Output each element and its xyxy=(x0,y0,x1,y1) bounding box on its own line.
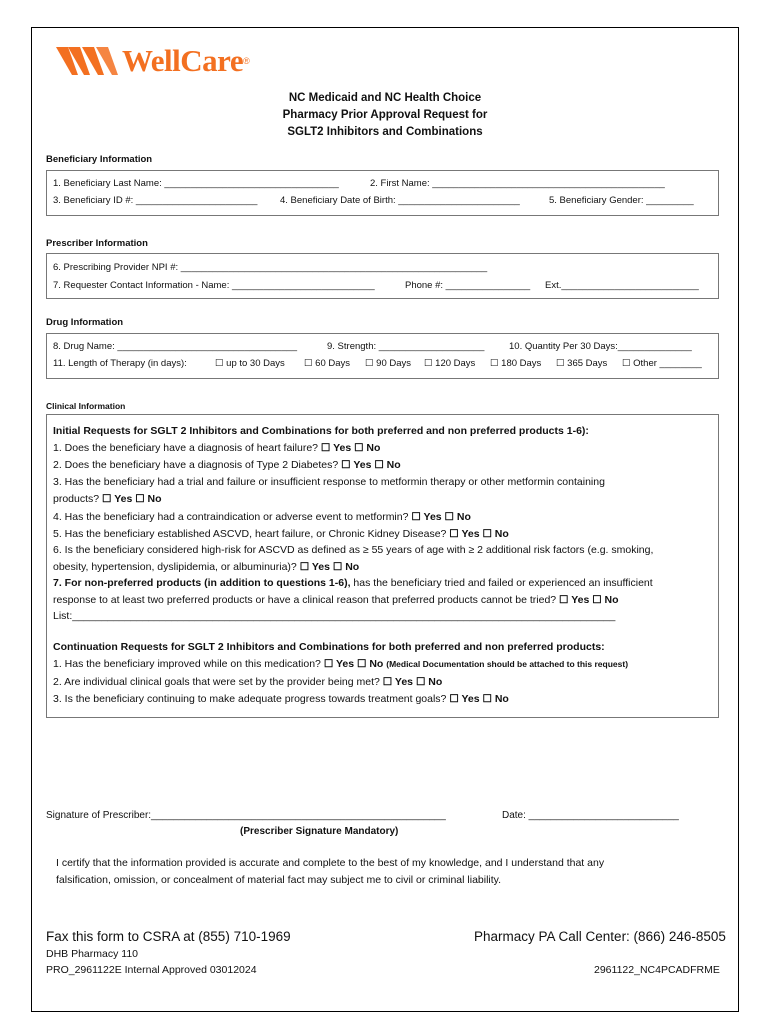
therapy-option-120[interactable]: ☐ 120 Days xyxy=(424,358,476,369)
therapy-option-180[interactable]: ☐ 180 Days xyxy=(490,358,542,369)
wellcare-logo xyxy=(54,41,250,81)
q6-yes-checkbox[interactable]: ☐ Yes xyxy=(299,561,330,573)
clinical-section-label: Clinical Information xyxy=(46,401,126,411)
question-6-text: obesity, hypertension, dyslipidemia, or albuminuria)? xyxy=(53,561,297,573)
certify-line-1: I certify that the information provided is accurate and complete to the best of my knowledge, and I understand that any xyxy=(56,857,605,869)
q1-no-checkbox[interactable]: ☐ No xyxy=(354,442,381,454)
therapy-option-365[interactable]: ☐ 365 Days xyxy=(556,358,608,369)
therapy-option-30[interactable]: ☐ up to 30 Days xyxy=(215,358,285,369)
initial-requests-heading xyxy=(53,425,589,437)
title-line-3: SGLT2 Inhibitors and Combinations xyxy=(287,126,483,138)
internal-approval-code: PRO_2961122E Internal Approved 03012024 xyxy=(46,964,257,976)
question-3-line-2 xyxy=(53,493,162,505)
continuation-question-3-text: 3. Is the beneficiary continuing to make adequate progress towards treatment goals? xyxy=(53,693,447,705)
question-6-line-1: 6. Is the beneficiary considered high-risk for ASCVD as defined as ≥ 55 years of age with ≥ 2 additional risk factors (e.g. smoking, xyxy=(53,544,654,556)
c3-no-checkbox[interactable]: ☐ No xyxy=(482,693,509,705)
continuation-question-1 xyxy=(53,658,628,670)
continuation-question-2-text: 2. Are individual clinical goals that were set by the provider being met? xyxy=(53,676,380,688)
title-line-2: Pharmacy Prior Approval Request for xyxy=(282,109,488,121)
q3-yes-checkbox[interactable]: ☐ Yes xyxy=(102,493,133,505)
question-7-bold-text: 7. For non-preferred products (in addition to questions 1-6), xyxy=(53,577,351,589)
prescriber-npi-field[interactable]: 6. Prescribing Provider NPI #: __________________________________________________________ xyxy=(53,262,488,273)
call-center-number: Pharmacy PA Call Center: (866) 246-8505 xyxy=(474,929,726,944)
question-7-text: has the beneficiary tried and failed or experienced an insufficient xyxy=(350,577,653,589)
question-7-line-2 xyxy=(53,594,619,606)
form-code: 2961122_NC4PCADFRME xyxy=(594,964,720,976)
beneficiary-dob-field[interactable]: 4. Beneficiary Date of Birth: _______________________ xyxy=(280,195,520,206)
question-1-text: 1. Does the beneficiary have a diagnosis of heart failure? xyxy=(53,442,318,454)
drug-strength-field[interactable]: 9. Strength: ____________________ xyxy=(327,341,485,352)
q3-no-checkbox[interactable]: ☐ No xyxy=(135,493,162,505)
question-2-text: 2. Does the beneficiary have a diagnosis of Type 2 Diabetes? xyxy=(53,459,339,471)
q7-yes-checkbox[interactable]: ☐ Yes xyxy=(559,594,590,606)
continuation-question-3 xyxy=(53,693,509,705)
continuation-question-2 xyxy=(53,676,442,688)
beneficiary-first-name-field[interactable]: 2. First Name: ____________________________________________ xyxy=(370,178,665,189)
dhb-pharmacy-code: DHB Pharmacy 110 xyxy=(46,948,139,960)
c1-yes-checkbox[interactable]: ☐ Yes xyxy=(323,658,355,670)
beneficiary-box xyxy=(46,170,719,216)
q4-yes-checkbox[interactable]: ☐ Yes xyxy=(411,511,442,523)
registered-mark: ® xyxy=(243,56,250,66)
therapy-option-other[interactable]: ☐ Other ________ xyxy=(622,358,702,369)
q4-no-checkbox[interactable]: ☐ No xyxy=(444,511,471,523)
wellcare-wave-icon xyxy=(54,43,124,79)
certify-line-2: falsification, omission, or concealment of material fact may subject me to civil or criminal liability. xyxy=(56,874,502,886)
initial-requests-heading-text: Initial Requests for SGLT 2 Inhibitors and Combinations for both preferred and non preferred products 1-6): xyxy=(53,425,589,437)
form-title xyxy=(0,90,770,141)
q2-yes-checkbox[interactable]: ☐ Yes xyxy=(341,459,372,471)
title-line-1: NC Medicaid and NC Health Choice xyxy=(288,92,482,104)
c2-yes-checkbox[interactable]: ☐ Yes xyxy=(382,676,414,688)
requester-name-field[interactable]: 7. Requester Contact Information - Name: ___________________________ xyxy=(53,280,375,291)
q5-no-checkbox[interactable]: ☐ No xyxy=(482,528,509,540)
q5-yes-checkbox[interactable]: ☐ Yes xyxy=(449,528,480,540)
question-4-text: 4. Has the beneficiary had a contraindication or adverse event to metformin? xyxy=(53,511,409,523)
c1-no-checkbox[interactable]: ☐ No xyxy=(356,658,384,670)
drug-quantity-field[interactable]: 10. Quantity Per 30 Days:______________ xyxy=(509,341,692,352)
q7-no-checkbox[interactable]: ☐ No xyxy=(592,594,619,606)
fax-number: Fax this form to CSRA at (855) 710-1969 xyxy=(46,929,291,944)
drug-box xyxy=(46,333,719,379)
beneficiary-section-label: Beneficiary Information xyxy=(46,154,153,165)
requester-ext-field[interactable]: Ext.__________________________ xyxy=(545,280,699,291)
question-2 xyxy=(53,459,401,471)
drug-name-field[interactable]: 8. Drug Name: __________________________________ xyxy=(53,341,298,352)
continuation-heading-text: Continuation Requests for SGLT 2 Inhibitors and Combinations for both preferred and non preferred products: xyxy=(53,641,605,653)
c2-no-checkbox[interactable]: ☐ No xyxy=(415,676,443,688)
q6-no-checkbox[interactable]: ☐ No xyxy=(332,561,360,573)
beneficiary-gender-field[interactable]: 5. Beneficiary Gender: _________ xyxy=(549,195,694,206)
requester-phone-field[interactable]: Phone #: ________________ xyxy=(405,280,531,291)
q1-yes-checkbox[interactable]: ☐ Yes xyxy=(320,442,352,454)
prescriber-box xyxy=(46,253,719,299)
prescriber-section-label: Prescriber Information xyxy=(46,238,148,249)
question-3-line-1: 3. Has the beneficiary had a trial and failure or insufficient response to metformin therapy or other metformin containing xyxy=(53,476,605,488)
question-3-text: products? xyxy=(53,493,100,505)
therapy-option-90[interactable]: ☐ 90 Days xyxy=(365,358,412,369)
question-5-text: 5. Has the beneficiary established ASCVD, heart failure, or Chronic Kidney Disease? xyxy=(53,528,447,540)
drug-section-label: Drug Information xyxy=(46,317,124,328)
question-4 xyxy=(53,511,471,523)
brand-name: WellCare xyxy=(122,43,244,78)
medical-documentation-note: (Medical Documentation should be attached to this request) xyxy=(386,659,629,669)
continuation-requests-heading xyxy=(53,641,605,653)
therapy-length-label: 11. Length of Therapy (in days): xyxy=(53,358,187,369)
question-7-line-1 xyxy=(53,577,653,589)
question-7-list-field[interactable]: List:_____________________________________________________________________________________________ xyxy=(53,610,616,622)
continuation-question-1-text: 1. Has the beneficiary improved while on this medication? xyxy=(53,658,321,670)
therapy-option-60[interactable]: ☐ 60 Days xyxy=(304,358,351,369)
q2-no-checkbox[interactable]: ☐ No xyxy=(374,459,401,471)
beneficiary-last-name-field[interactable]: 1. Beneficiary Last Name: _________________________________ xyxy=(53,178,339,189)
prescriber-signature-field[interactable]: Signature of Prescriber:_____________________________________________________ xyxy=(46,810,446,821)
signature-mandatory-note: (Prescriber Signature Mandatory) xyxy=(240,826,399,837)
c3-yes-checkbox[interactable]: ☐ Yes xyxy=(449,693,480,705)
signature-date-field[interactable]: Date: ___________________________ xyxy=(502,810,679,821)
question-6-line-2 xyxy=(53,561,359,573)
question-7-text-2: response to at least two preferred products or have a clinical reason that preferred products cannot be tried? xyxy=(53,594,557,606)
question-5 xyxy=(53,528,509,540)
question-1 xyxy=(53,442,380,454)
beneficiary-id-field[interactable]: 3. Beneficiary ID #: _______________________ xyxy=(53,195,258,206)
